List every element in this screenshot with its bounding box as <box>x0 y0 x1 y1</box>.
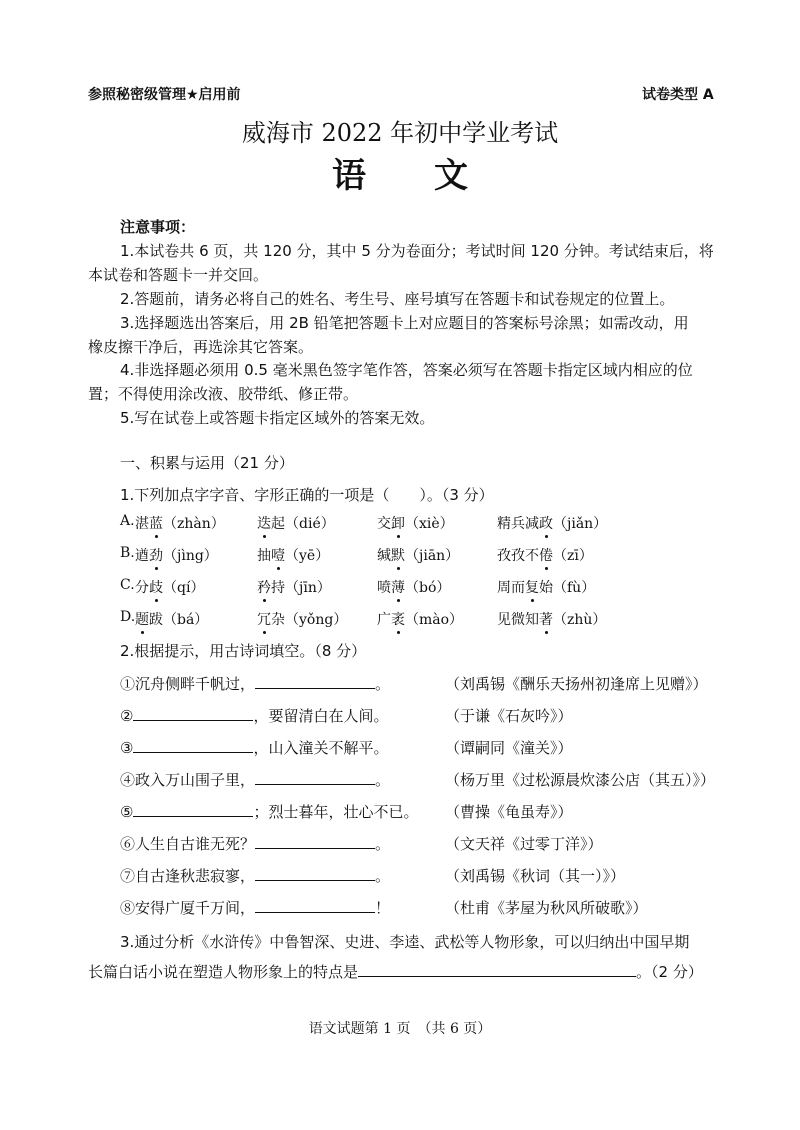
question-3-line-1: 3.通过分析《水浒传》中鲁智深、史进、李逵、武松等人物形象，可以归纳出中国早期 <box>120 933 690 951</box>
poem-source-3: （谭嗣同《潼关》） <box>445 739 573 757</box>
option-d-item-2: 冗杂（yǒng） <box>257 612 348 628</box>
answer-blank[interactable] <box>255 834 375 849</box>
question-2-stem: 2.根据提示，用古诗词填空。（8 分） <box>120 642 367 660</box>
option-d-item-4: 见微知著（zhù） <box>497 612 607 628</box>
poem-line-5: ⑤ ；烈士暮年，壮心不已。 <box>120 803 419 821</box>
option-a-item-3: 交卸（xiè） <box>377 516 454 532</box>
poem-line-2: ② ，要留清白在人间。 <box>120 707 389 725</box>
question-3-line-2: 长篇白话小说在塑造人物形象上的特点是 。（2 分） <box>88 963 703 981</box>
paper-type-label: 试卷类型 A <box>642 87 714 103</box>
option-c-item-4: 周而复始（fù） <box>497 580 596 596</box>
answer-blank[interactable] <box>133 738 253 753</box>
option-b-item-3: 缄默（jiān） <box>377 548 460 564</box>
answer-blank[interactable] <box>133 706 253 721</box>
question-1-stem: 1.下列加点字字音、字形正确的一项是（ ）。（3 分） <box>120 486 494 504</box>
note-2: 2.答题前，请务必将自己的姓名、考生号、座号填写在答题卡和试卷规定的位置上。 <box>120 290 675 308</box>
poem-source-4: （杨万里《过松源晨炊漆公店（其五）》） <box>445 771 716 789</box>
option-d-item-1: 题跋（bá） <box>135 612 209 628</box>
option-c-item-2: 矜持（jīn） <box>257 580 331 596</box>
poem-line-7: ⑦自古逢秋悲寂寥， 。 <box>120 867 391 885</box>
poem-source-2: （于谦《石灰吟》） <box>445 707 573 725</box>
poem-source-6: （文天祥《过零丁洋》） <box>445 835 603 853</box>
poem-line-1: ①沉舟侧畔千帆过， 。 <box>120 675 391 693</box>
answer-blank[interactable] <box>255 674 375 689</box>
exam-title: 威海市 2022 年初中学业考试 <box>241 119 559 147</box>
option-a-item-2: 迭起（dié） <box>257 516 335 532</box>
poem-line-4: ④政入万山围子里， 。 <box>120 771 391 789</box>
option-b-label: B. <box>120 545 135 561</box>
note-1-cont: 本试卷和答题卡一并交回。 <box>88 266 269 284</box>
note-1: 1.本试卷共 6 页，共 120 分，其中 5 分为卷面分；考试时间 120 分钟。考试结束后，将 <box>120 242 714 260</box>
poem-line-6: ⑥人生自古谁无死？ 。 <box>120 835 391 853</box>
poem-source-5: （曹操《龟虽寿》） <box>445 803 573 821</box>
note-4-cont: 置；不得使用涂改液、胶带纸、修正带。 <box>88 385 359 403</box>
poem-line-3: ③ ，山入潼关不解平。 <box>120 739 389 757</box>
poem-source-1: （刘禹锡《酬乐天扬州初逢席上见赠》） <box>445 675 708 693</box>
option-a-item-4: 精兵减政（jiǎn） <box>497 516 608 532</box>
note-5: 5.写在试卷上或答题卡指定区域外的答案无效。 <box>120 409 435 427</box>
option-a-item-1: 湛蓝（zhàn） <box>135 516 225 532</box>
note-3: 3.选择题选出答案后，用 2B 铅笔把答题卡上对应题目的答案标号涂黑；如需改动，用 <box>120 314 689 332</box>
option-c-item-1: 分歧（qí） <box>135 580 205 596</box>
poem-source-7: （刘禹锡《秋词（其一）》） <box>445 867 626 885</box>
answer-blank[interactable] <box>133 802 253 817</box>
option-d-item-3: 广袤（mào） <box>377 612 464 628</box>
option-b-item-2: 抽噎（yē） <box>257 548 330 564</box>
page-footer: 语文试题第 1 页 （共 6 页） <box>308 1021 492 1037</box>
option-b-item-1: 遒劲（jìng） <box>135 548 218 564</box>
section-1-heading: 一、积累与运用（21 分） <box>120 454 294 472</box>
notes-heading: 注意事项： <box>120 218 196 236</box>
answer-blank[interactable] <box>255 770 375 785</box>
option-c-label: C. <box>120 577 135 593</box>
option-c-item-3: 喷薄（bó） <box>377 580 451 596</box>
option-a-label: A. <box>120 513 135 529</box>
answer-blank[interactable] <box>255 866 375 881</box>
option-b-item-4: 孜孜不倦（zī） <box>497 548 593 564</box>
option-d-label: D. <box>120 609 136 625</box>
answer-blank[interactable] <box>358 962 636 977</box>
confidentiality-label: 参照秘密级管理★启用前 <box>88 87 241 103</box>
subject-title: 语 文 <box>332 156 468 196</box>
poem-line-8: ⑧安得广厦千万间， ！ <box>120 899 391 917</box>
poem-source-8: （杜甫《茅屋为秋风所破歌》） <box>445 899 648 917</box>
note-4: 4.非选择题必须用 0.5 毫米黑色签字笔作答，答案必须写在答题卡指定区域内相应的位 <box>120 361 693 379</box>
answer-blank[interactable] <box>255 898 375 913</box>
note-3-cont: 橡皮擦干净后，再选涂其它答案。 <box>88 338 314 356</box>
